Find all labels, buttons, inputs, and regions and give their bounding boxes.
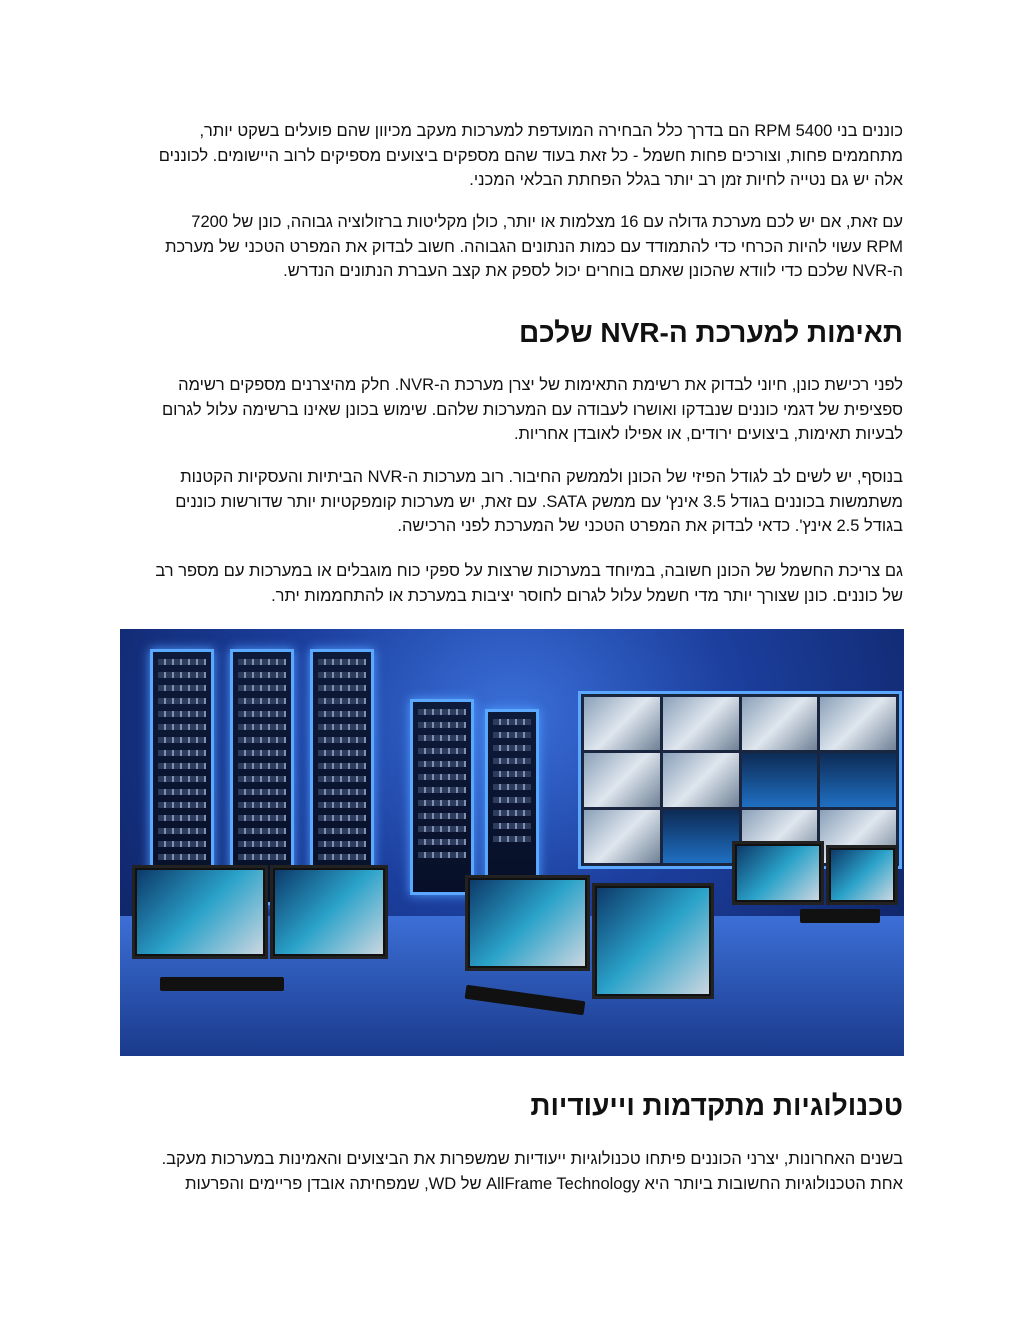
text-line: לבעיות תאימות, ביצועים ירודים, או אפילו לאובדן אחריות. <box>513 425 903 444</box>
heading-nvr-compatibility: תאימות למערכת ה-NVR שלכם <box>518 317 903 348</box>
paragraph-advanced-tech <box>120 1147 903 1196</box>
text-line: ה-NVR שלכם כדי לוודא שהכונן שאתם בוחרים יכול לספק את קצב העברת הנתונים הנדרש. <box>283 262 903 281</box>
keyboard <box>800 909 880 923</box>
monitor <box>592 883 714 999</box>
text-line: של כוננים. כונן שצורך יותר מדי חשמל עלול לגרום לחוסר יציבות במערכת או להתחממות יתר. <box>271 586 903 605</box>
text-line: מתחממים פחות, וצורכים פחות חשמל - כל זאת בעוד שהם מספקים ביצועים מספיקים לרוב היישומים. לכוננים <box>158 146 903 165</box>
monitor <box>270 865 388 959</box>
text-line: בגודל 2.5 אינץ'. כדאי לבדוק את המפרט הטכני של המערכת לפני הרכישה. <box>397 517 903 536</box>
text-line: אחת הטכנולוגיות החשובות ביותר היא AllFrame Technology של WD, שמפחיתה אובדן פריימים והפרעות <box>185 1174 903 1193</box>
text-line: כוננים בני RPM 5400 הם בדרך כלל הבחירה המועדפת למערכות מעקב מכיוון שהם פועלים בשקט יותר, <box>199 122 903 140</box>
text-line: בשנים האחרונות, יצרני הכוננים פיתחו טכנולוגיות ייעודיות שמשפרות את הביצועים והאמינות במערכות מעקב. <box>161 1150 903 1168</box>
monitor <box>826 845 898 905</box>
monitor <box>465 875 590 971</box>
text-line: אלה יש גם נטייה לחיות זמן רב יותר בגלל הפחתת הבלאי המכני. <box>469 171 903 190</box>
text-line: RPM עשוי להיות הכרחי כדי להתמודד עם כמות הנתונים הגבוהה. חשוב לבדוק את המפרט הטכני של מערכת <box>165 237 903 256</box>
paragraph-rpm-5400 <box>120 119 903 193</box>
server-rack <box>410 699 474 895</box>
paragraph-power-consumption <box>120 559 903 608</box>
text-line: לפני רכישת כונן, חיוני לבדוק את רשימת התאימות של יצרן מערכת ה-NVR. חלק מהיצרנים מספקים רשימה <box>178 376 903 394</box>
control-room-photo <box>120 629 904 1056</box>
monitor <box>732 841 824 905</box>
text-line: משתמשות בכוננים בגודל 3.5 אינץ' עם ממשק SATA. עם זאת, יש מערכות קומפקטיות יותר שדורשות כוננים <box>175 492 903 511</box>
monitor <box>132 865 268 959</box>
text-line: בנוסף, יש לשים לב לגודל הפיזי של הכונן ולממשק החיבור. רוב מערכות ה-NVR הביתיות והעסקיות הקטנות <box>180 468 903 486</box>
paragraph-rpm-7200 <box>120 210 903 284</box>
server-rack <box>485 709 539 885</box>
heading-advanced-technologies: טכנולוגיות מתקדמות וייעודיות <box>530 1090 903 1121</box>
paragraph-compatibility-list <box>120 373 903 447</box>
text-line: גם צריכת החשמל של הכונן חשובה, במיוחד במערכות שרצות על ספקי כוח מוגבלים או במערכות עם מספר רב <box>155 562 903 580</box>
keyboard <box>160 977 284 991</box>
text-line: עם זאת, אם יש לכם מערכת גדולה עם 16 מצלמות או יותר, כולן מקליטות ברזולוציה גבוהה, כונן של 7200 <box>191 213 903 231</box>
text-line: ספציפית של דגמי כוננים שנבדקו ואושרו לעבודה עם המערכות שלהם. שימוש בכונן שאינו ברשימה עלול לגרום <box>161 400 903 419</box>
paragraph-physical-size <box>120 465 903 539</box>
